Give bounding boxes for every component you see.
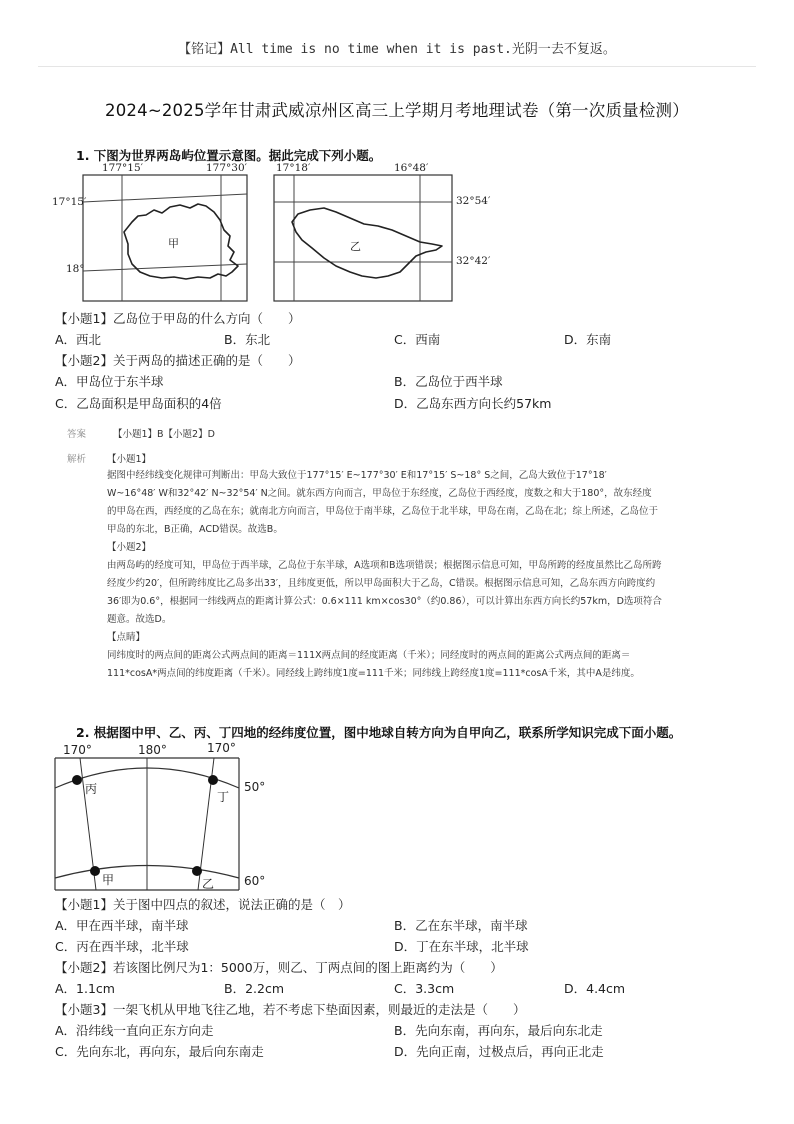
lat-label-top: 50° — [244, 780, 266, 794]
analysis-line: 的甲岛在西，西经度的乙岛在东；就南北方向而言，甲岛位于南半球，乙岛位于北半球，甲岛在南，乙岛在北；综上所述，乙岛位于 — [107, 506, 659, 517]
point-jia — [90, 866, 100, 876]
lat-label-top: 17°15′ — [52, 196, 87, 208]
analysis-line: 111*cosA*两点间的纬度距离（千米）。同经线上跨纬度1度=111千米；同纬线上跨经度1度=111*cosA千米，其中A是纬度。 — [107, 668, 640, 679]
q2-sub1-option-a[interactable]: A．甲在西半球，南半球 — [55, 918, 189, 933]
q2-sub2-option-a[interactable]: A．1.1cm — [55, 981, 115, 996]
q2-sub3-option-a[interactable]: A．沿纬线一直向正东方向走 — [55, 1023, 214, 1038]
analysis-line: W~16°48′ W和32°42′ N~32°54′ N之间。就东西方向而言，甲岛位于东经度，乙岛位于西经度，度数之和大于180°，故东经度 — [107, 488, 652, 499]
q1-sub1-option-a[interactable]: A．西北 — [55, 332, 102, 347]
point-label-jia: 甲 — [102, 873, 115, 887]
lat-label-bottom: 18° — [66, 263, 85, 275]
q1-sub1-question: 【小题1】乙岛位于甲岛的什么方向（ ） — [55, 311, 301, 326]
q2-sub1-option-d[interactable]: D．丁在东半球，北半球 — [394, 939, 529, 954]
header-motto: 【铭记】All time is no time when it is past.光阴一去不复返。 — [178, 42, 616, 57]
q1-sub1-option-c[interactable]: C．西南 — [394, 332, 441, 347]
header-divider — [38, 66, 756, 67]
q1-stem: 1. 下图为世界两岛屿位置示意图。据此完成下列小题。 — [76, 148, 382, 163]
map-frame — [83, 175, 247, 301]
q2-sub3-option-b[interactable]: B．先向东南，再向东，最后向东北走 — [394, 1023, 603, 1038]
analysis-label: 解析 — [67, 454, 87, 465]
lat-label-bottom: 32°42′ — [456, 255, 491, 267]
q1-sub2-option-b[interactable]: B．乙岛位于西半球 — [394, 374, 503, 389]
analysis-line: 题意。故选D。 — [107, 614, 172, 625]
lon-label-left: 170° — [63, 743, 92, 757]
q1-sub2-question: 【小题2】关于两岛的描述正确的是（ ） — [55, 353, 301, 368]
paper-title: 2024~2025学年甘肃武威凉州区高三上学期月考地理试卷（第一次质量检测） — [105, 101, 689, 120]
lon-label-right: 170° — [207, 741, 236, 755]
q2-sub2-option-d[interactable]: D．4.4cm — [564, 981, 626, 996]
q1-sub1-option-b[interactable]: B．东北 — [224, 332, 271, 347]
lat-label-bottom: 60° — [244, 874, 266, 888]
lon-label-right: 16°48′ — [394, 162, 429, 174]
q1-sub2-option-c[interactable]: C．乙岛面积是甲岛面积的4倍 — [55, 396, 222, 411]
analysis-heading-3: 【点睛】 — [107, 632, 146, 643]
q2-sub1-option-b[interactable]: B．乙在东半球，南半球 — [394, 918, 528, 933]
lon-label-left: 177°15′ — [102, 162, 144, 174]
q1-map-jia — [50, 160, 260, 306]
latitude-line-bottom — [83, 264, 247, 271]
point-label-yi: 乙 — [202, 877, 215, 891]
q1-sub1-option-d[interactable]: D．东南 — [564, 332, 612, 347]
point-label-bing: 丙 — [85, 782, 98, 796]
lon-label-right: 177°30′ — [206, 162, 248, 174]
analysis-line: 甲岛的东北，B正确，ACD错误。故选B。 — [107, 524, 283, 535]
lon-label-left: 17°18′ — [276, 162, 311, 174]
q2-sub3-question: 【小题3】一架飞机从甲地飞往乙地，若不考虑下垫面因素，则最近的走法是（ ） — [55, 1002, 526, 1017]
point-yi — [192, 866, 202, 876]
answer-label: 答案 — [67, 429, 87, 440]
analysis-line: 由两岛屿的经度可知，甲岛位于西半球，乙岛位于东半球，A选项和B选项错误；根据图示信息可知，甲岛所跨的经度虽然比乙岛所跨 — [107, 560, 662, 571]
analysis-line: 据图中经纬线变化规律可判断出：甲岛大致位于177°15′ E~177°30′ E和17°15′ S~18° S之间，乙岛大致位于17°18′ — [107, 470, 607, 481]
point-label-ding: 丁 — [217, 790, 230, 804]
point-ding — [208, 775, 218, 785]
q2-sub1-question: 【小题1】关于图中四点的叙述，说法正确的是（ ） — [55, 897, 351, 912]
q2-sub2-option-b[interactable]: B．2.2cm — [224, 981, 285, 996]
q2-sub2-question: 【小题2】若该图比例尺为1：5000万，则乙、丁两点间的图上距离约为（ ） — [55, 960, 503, 975]
q2-sub3-option-c[interactable]: C．先向东北，再向东，最后向东南走 — [55, 1044, 264, 1059]
q1-map-yi — [270, 160, 500, 306]
analysis-line: 36′即为0.6°，根据同一纬线两点的距离计算公式：0.6×111 km×cos30°（约0.86），可以计算出东西方向长约57km，D选项符合 — [107, 596, 662, 607]
answer-text: 【小题1】B【小题2】D — [113, 429, 215, 440]
q2-stem: 2. 根据图中甲、乙、丙、丁四地的经纬度位置，图中地球自转方向为自甲向乙，联系所学知识完成下面小题。 — [76, 725, 682, 740]
analysis-line: 经度少约20′，但所跨纬度比乙岛多出33′，且纬度更低，所以甲岛面积大于乙岛，C错误。根据图示信息可知，乙岛东西方向跨度约 — [107, 578, 656, 589]
analysis-line: 同纬度时的两点间的距离公式两点间的距离＝111X两点间的经度距离（千米）；同经度时的两点间的距离公式两点间的距离＝ — [107, 650, 631, 661]
analysis-heading-1: 【小题1】 — [107, 454, 152, 465]
q1-sub2-option-d[interactable]: D．乙岛东西方向长约57km — [394, 396, 552, 411]
q2-sub2-option-c[interactable]: C．3.3cm — [394, 981, 455, 996]
q1-sub2-option-a[interactable]: A．甲岛位于东半球 — [55, 374, 164, 389]
q2-map — [50, 738, 280, 896]
point-bing — [72, 775, 82, 785]
latitude-line-top — [83, 194, 247, 202]
q2-sub3-option-d[interactable]: D．先向正南，过极点后，再向正北走 — [394, 1044, 604, 1059]
island-label-yi: 乙 — [350, 240, 361, 253]
q2-sub1-option-c[interactable]: C．丙在西半球，北半球 — [55, 939, 189, 954]
lon-label-mid: 180° — [138, 743, 167, 757]
lat-label-top: 32°54′ — [456, 195, 491, 207]
analysis-heading-2: 【小题2】 — [107, 542, 152, 553]
island-label-jia: 甲 — [168, 237, 179, 250]
